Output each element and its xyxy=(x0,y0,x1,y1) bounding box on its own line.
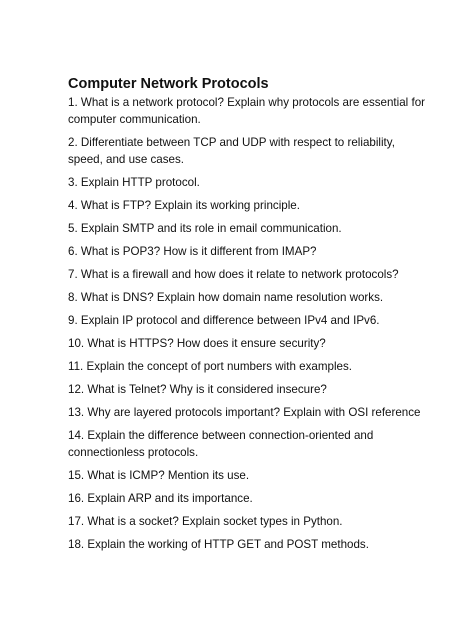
question-item xyxy=(68,427,408,461)
question-item xyxy=(68,312,408,329)
question-text: 14. Explain the difference between connection-oriented and xyxy=(68,429,374,442)
question-item xyxy=(68,536,408,553)
question-text: 3. Explain HTTP protocol. xyxy=(68,176,200,189)
question-item xyxy=(68,174,408,191)
question-item xyxy=(68,467,408,484)
question-text: 5. Explain SMTP and its role in email communication. xyxy=(68,222,342,235)
question-text: computer communication. xyxy=(68,113,201,126)
question-text: 6. What is POP3? How is it different from IMAP? xyxy=(68,245,317,258)
question-item xyxy=(68,335,408,352)
question-text: connectionless protocols. xyxy=(68,446,199,459)
question-item xyxy=(68,197,408,214)
question-text: 13. Why are layered protocols important? Explain with OSI reference xyxy=(68,406,421,419)
document-page xyxy=(68,74,426,559)
question-item xyxy=(68,94,426,128)
question-text: 8. What is DNS? Explain how domain name resolution works. xyxy=(68,291,384,304)
question-text: 10. What is HTTPS? How does it ensure security? xyxy=(68,337,326,350)
document-title: Computer Network Protocols xyxy=(68,76,269,92)
question-item xyxy=(68,220,408,237)
question-text: 4. What is FTP? Explain its working principle. xyxy=(68,199,300,212)
question-text: 2. Differentiate between TCP and UDP with respect to reliability, xyxy=(68,136,395,149)
question-item xyxy=(68,289,408,306)
question-text: 12. What is Telnet? Why is it considered insecure? xyxy=(68,383,327,396)
question-text: 9. Explain IP protocol and difference between IPv4 and IPv6. xyxy=(68,314,380,327)
question-item xyxy=(68,134,408,168)
question-text: 17. What is a socket? Explain socket types in Python. xyxy=(68,515,343,528)
question-item xyxy=(68,266,408,283)
question-item xyxy=(68,243,408,260)
question-text: 16. Explain ARP and its importance. xyxy=(68,492,253,505)
question-text: 7. What is a firewall and how does it relate to network protocols? xyxy=(68,268,399,281)
question-item xyxy=(68,513,408,530)
question-item xyxy=(68,404,421,421)
question-list xyxy=(68,94,426,553)
question-text: 15. What is ICMP? Mention its use. xyxy=(68,469,250,482)
question-item xyxy=(68,381,408,398)
question-text: 18. Explain the working of HTTP GET and POST methods. xyxy=(68,538,369,551)
question-item xyxy=(68,358,408,375)
question-text: speed, and use cases. xyxy=(68,153,185,166)
question-text: 1. What is a network protocol? Explain why protocols are essential for xyxy=(68,96,426,109)
question-text: 11. Explain the concept of port numbers with examples. xyxy=(68,360,352,373)
question-item xyxy=(68,490,408,507)
